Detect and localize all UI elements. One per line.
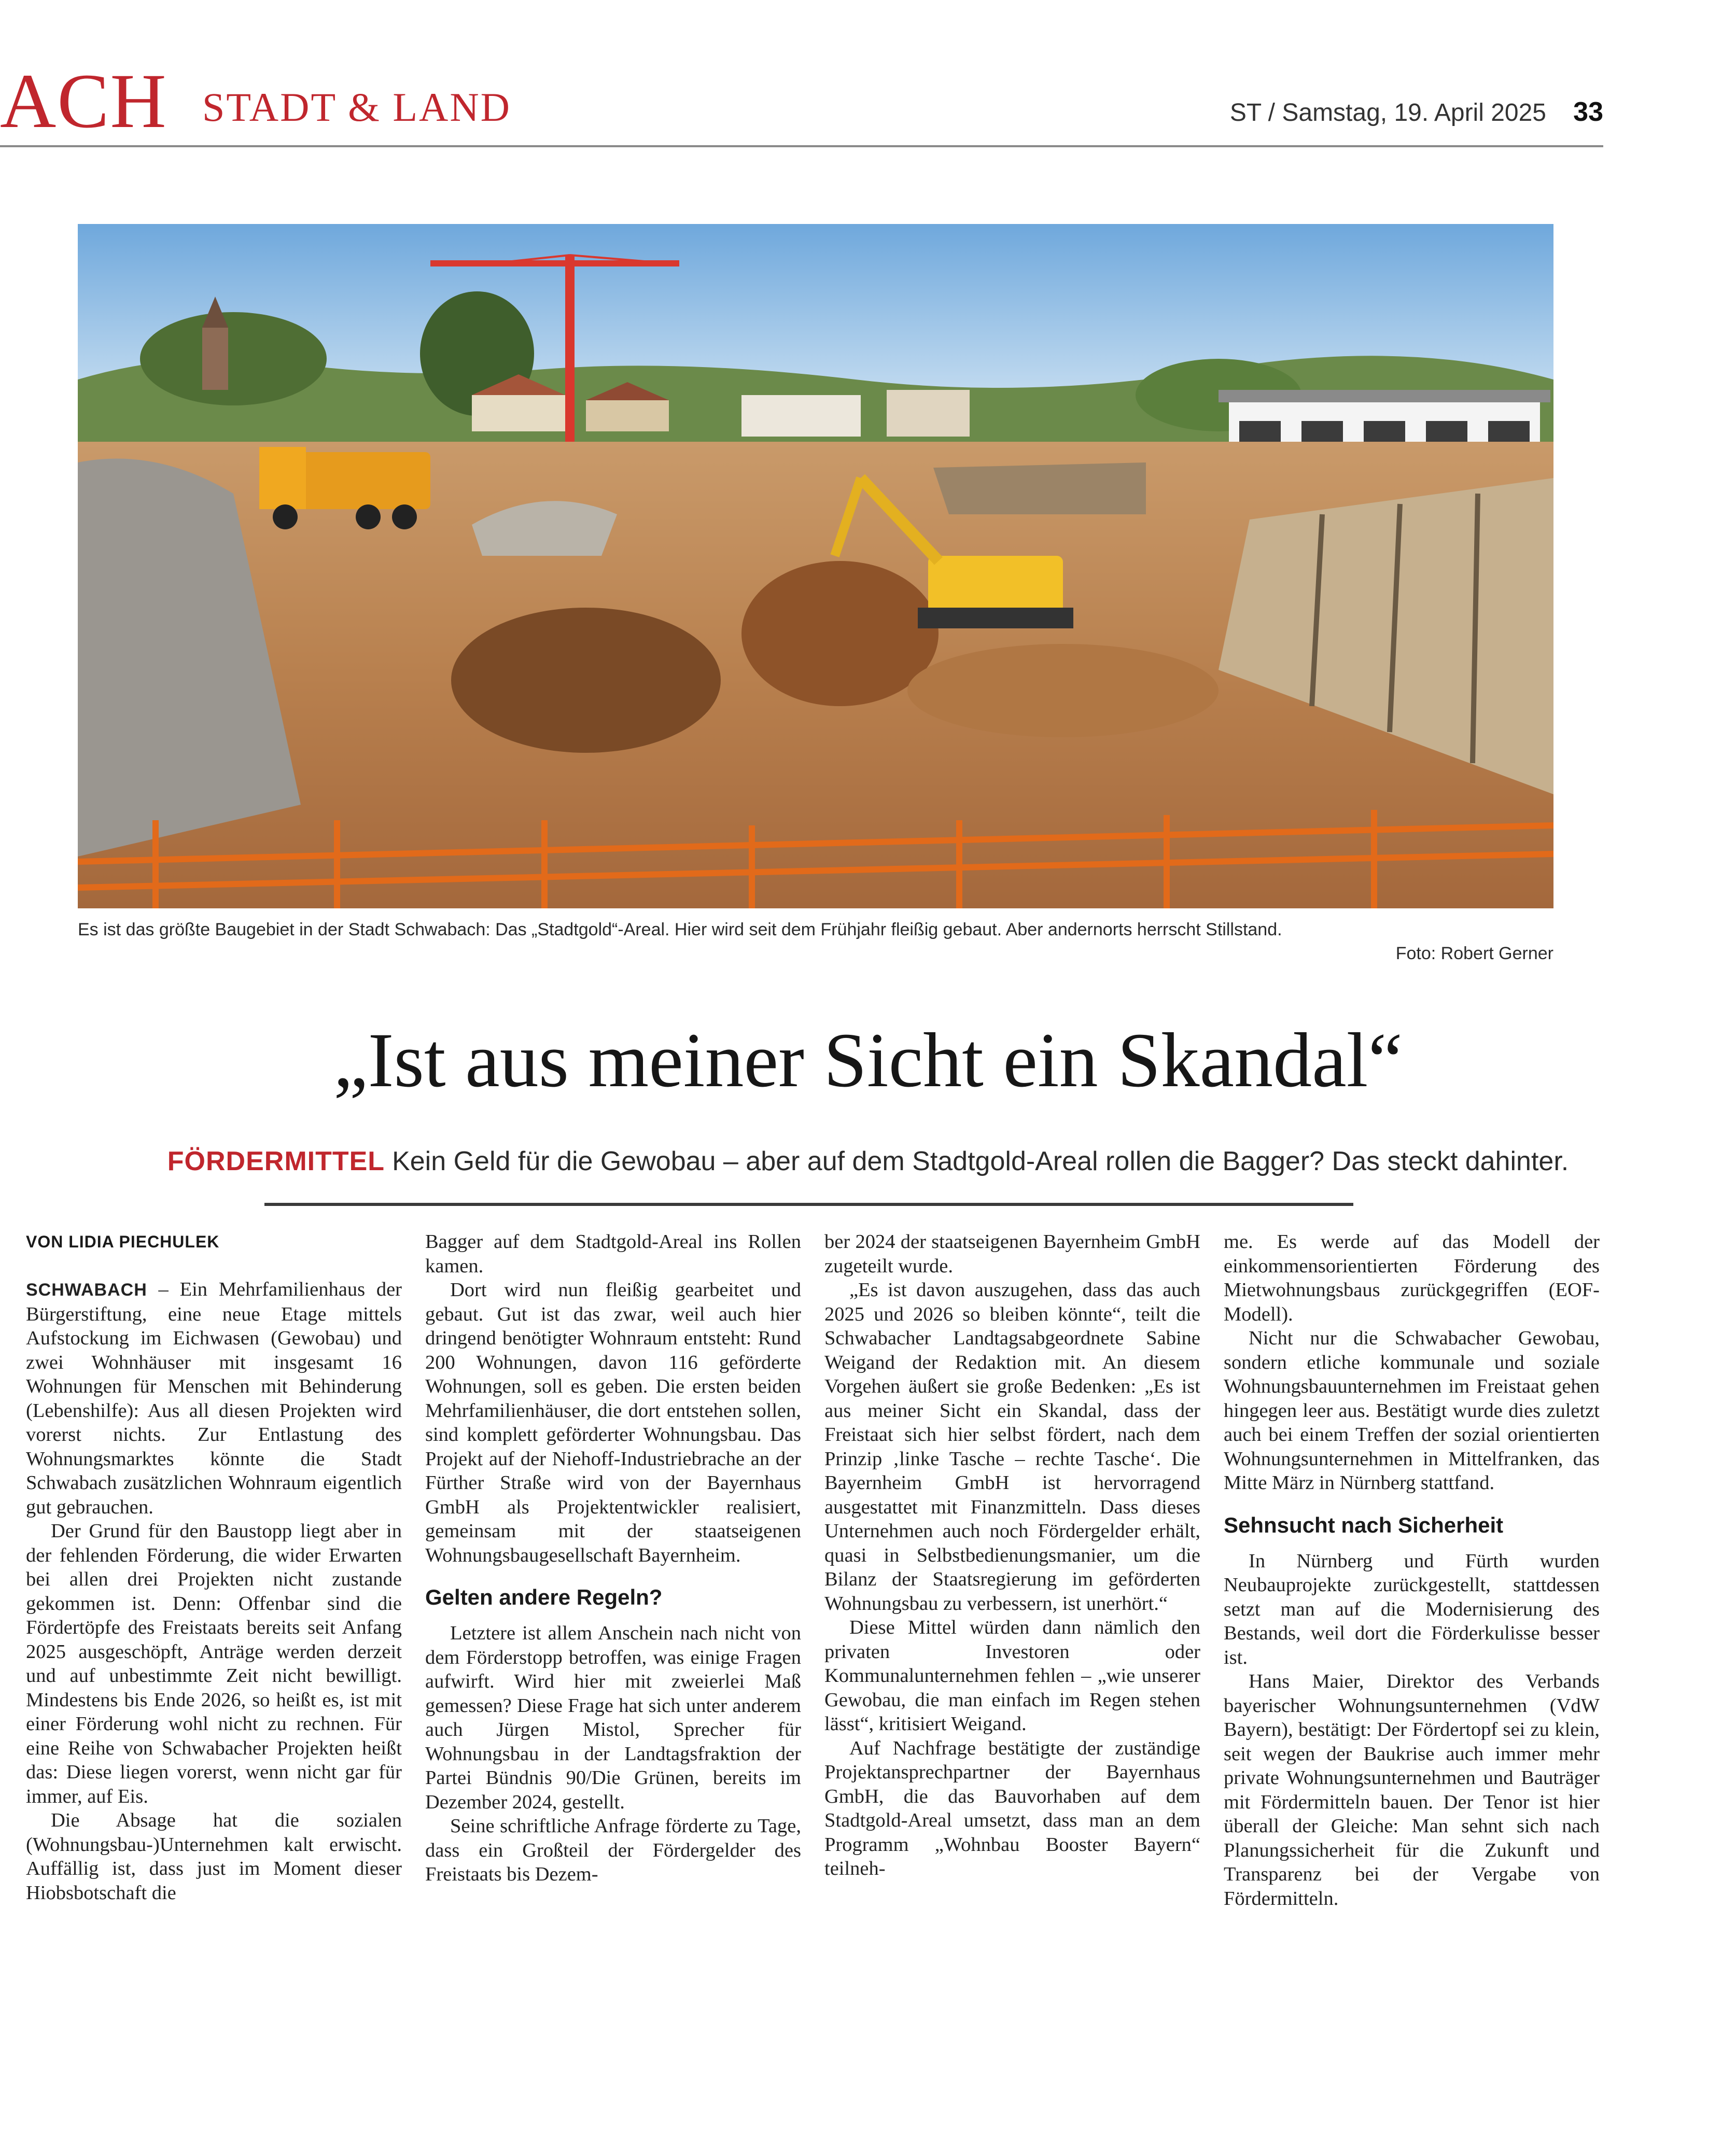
article-kicker: FÖRDERMITTEL <box>167 1146 385 1176</box>
paragraph: Nicht nur die Schwabacher Gewobau, sondern etliche kommunale und soziale Wohnungsbauunternehmen im Freistaat gehen hingegen leer aus. Bestätigt wurde dies zuletzt auch bei einem Treffen der sozial orientierten Wohnungsunternehmen in Mittelfranken, das Mitte März in Nürnberg stattfand. <box>1224 1327 1600 1494</box>
construction-site-photo <box>78 224 1553 908</box>
issue-date: ST / Samstag, 19. April 2025 <box>1229 99 1546 127</box>
paragraph: Dort wird nun fleißig gearbeitet und gebaut. Gut ist das zwar, weil auch hier dringend benötigter Wohnraum entsteht: Rund 200 Wohnungen, davon 116 geförderte Wohnungen, soll es geben. Die ersten beiden Mehrfamilienhäuser, die dort entstehen sollen, sind komplett geförderter Wohnungsbau. Das Projekt auf der Niehoff-Industriebrache an der Fürther Straße wird von der Bayernhaus GmbH als Projektentwickler realisiert, gemeinsam mit der staatseigenen Wohnungsbaugesellschaft Bayernheim. <box>425 1279 801 1566</box>
byline: VON LIDIA PIECHULEK <box>26 1232 220 1251</box>
page-number: 33 <box>1573 97 1603 127</box>
newspaper-name: ACH <box>0 58 167 144</box>
article-teaser <box>0 1143 1736 1180</box>
paragraph <box>26 1277 402 1519</box>
paragraph: Auf Nachfrage bestätigte der zuständige Projektansprechpartner der Bayernhaus GmbH, die das Bauvorhaben auf dem Stadtgold-Areal umsetzt, dass man an dem Programm „Wohnbau Booster Bayern“ teilneh- <box>824 1737 1200 1879</box>
article-headline: „Ist aus meiner Sicht ein Skandal“ <box>333 1017 1403 1103</box>
teaser-text: Kein Geld für die Gewobau – aber auf dem Stadtgold-Areal rollen die Bagger? Das steckt dahinter. <box>392 1146 1569 1176</box>
paragraph: In Nürnberg und Fürth wurden Neubauprojekte zurückgestellt, stattdessen setzt man auf die Modernisierung des Bestands, weil dort die Förderkulisse besser ist. <box>1224 1550 1600 1668</box>
paragraph: Die Absage hat die sozialen (Wohnungsbau-)Unternehmen kalt erwischt. Auffällig ist, dass just im Moment dieser Hiobsbotschaft die <box>26 1809 402 1904</box>
paragraph: Letztere ist allem Anschein nach nicht von dem Förderstopp betroffen, was einige Fragen aufwirft. Wird hier mit zweierlei Maß gemessen? Diese Frage hat sich unter anderem auch Jürgen Mistol, Sprecher für Wohnungsbau in der Landtagsfraktion der Partei Bündnis 90/Die Grünen, bereits im Dezember 2024, gestellt. <box>425 1622 801 1813</box>
paragraph: Diese Mittel würden dann nämlich den privaten Investoren oder Kommunalunternehmen fehlen – „wie unserer Gewobau, die man einfach im Regen stehen lässt“, kritisiert Weigand. <box>824 1617 1200 1735</box>
paragraph: ber 2024 der staatseigenen Bayernheim GmbH zugeteilt wurde. <box>824 1231 1200 1277</box>
subheading: Gelten andere Regeln? <box>425 1585 663 1609</box>
headline-divider <box>264 1203 1353 1206</box>
paragraph: Der Grund für den Baustopp liegt aber in der fehlenden Förderung, die wider Erwarten bei allen drei Projekten nicht zustande gekommen ist. Denn: Offenbar sind die Fördertöpfe des Freistaats bereits seit Anfang 2025 ausgeschöpft, Anträge werden derzeit und auf unbestimmte Zeit nicht bewilligt. Mindestens bis Ende 2026, so heißt es, ist mit einer Förderung wohl nicht zu rechnen. Für eine Reihe von Schwabacher Projekten heißt das: Diese liegen vorerst, wenn nicht gar für immer, auf Eis. <box>26 1520 402 1807</box>
paragraph: „Es ist davon auszugehen, dass das auch 2025 und 2026 so bleiben könnte“, teilt die Schwabacher Landtagsabgeordnete Sabine Weigand der Redaktion mit. An diesem Vorgehen äußert sie große Bedenken: „Es ist aus meiner Sicht ein Skandal, dass der Freistaat sich hier selbst fördert, nach dem Prinzip ‚linke Tasche – rechte Tasche‘. Die Bayernheim GmbH ist hervorragend ausgestattet mit Finanzmitteln. Dass dieses Unternehmen auch noch Fördergelder erhält, quasi in Selbstbedienungsmanier, um die Bilanz der Staatsregierung im geförderten Wohnungsbau zu verbessern, ist unerhört.“ <box>824 1279 1200 1614</box>
dateline: SCHWABACH <box>26 1280 147 1300</box>
paragraph: Hans Maier, Direktor des Verbands bayerischer Wohnungsunternehmen (VdW Bayern), bestätigt: Der Fördertopf sei zu klein, seit wegen der Baukrise auch immer mehr private Wohnungsunternehmen und Bauträger mit Fördermitteln bauen. Der Tenor ist hier überall der Gleiche: Man sehnt sich nach Planungssicherheit für die Zukunft und Transparenz bei der Vergabe von Fördermitteln. <box>1224 1670 1600 1910</box>
photo-credit: Foto: Robert Gerner <box>1395 944 1553 963</box>
section-title: STADT & LAND <box>202 85 511 130</box>
masthead <box>0 52 1603 147</box>
article-column-3 <box>824 1230 1200 1881</box>
photo-caption: Es ist das größte Baugebiet in der Stadt Schwabach: Das „Stadtgold“-Areal. Hier wird seit dem Frühjahr fleißig gebaut. Aber andernorts herrscht Stillstand. <box>78 920 1282 939</box>
paragraph-text: – Ein Mehrfamilienhaus der Bürgerstiftung, eine neue Etage mittels Aufstockung im Eichwasen (Gewobau) und zwei Wohnhäuser mit insgesamt 16 Wohnungen für Menschen mit Behinderung (Lebenshilfe): Aus all diesen Projekten wird vorerst nichts. Zur Entlastung des Wohnungsmarktes könnte die Stadt Schwabach zusätzlichen Wohnraum eigentlich gut gebrauchen. <box>26 1279 402 1518</box>
article-column-4 <box>1224 1230 1600 1911</box>
article-column-2 <box>425 1230 801 1887</box>
paragraph: Bagger auf dem Stadtgold-Areal ins Rollen kamen. <box>425 1231 801 1277</box>
paragraph: Seine schriftliche Anfrage förderte zu Tage, dass ein Großteil der Fördergelder des Freistaats bis Dezem- <box>425 1815 801 1885</box>
subheading: Sehnsucht nach Sicherheit <box>1224 1512 1504 1537</box>
paragraph: me. Es werde auf das Modell der einkommensorientierten Förderung des Mietwohnungsbaus zurückgegriffen (EOF-Modell). <box>1224 1231 1600 1325</box>
article-column-1 <box>26 1230 402 1905</box>
